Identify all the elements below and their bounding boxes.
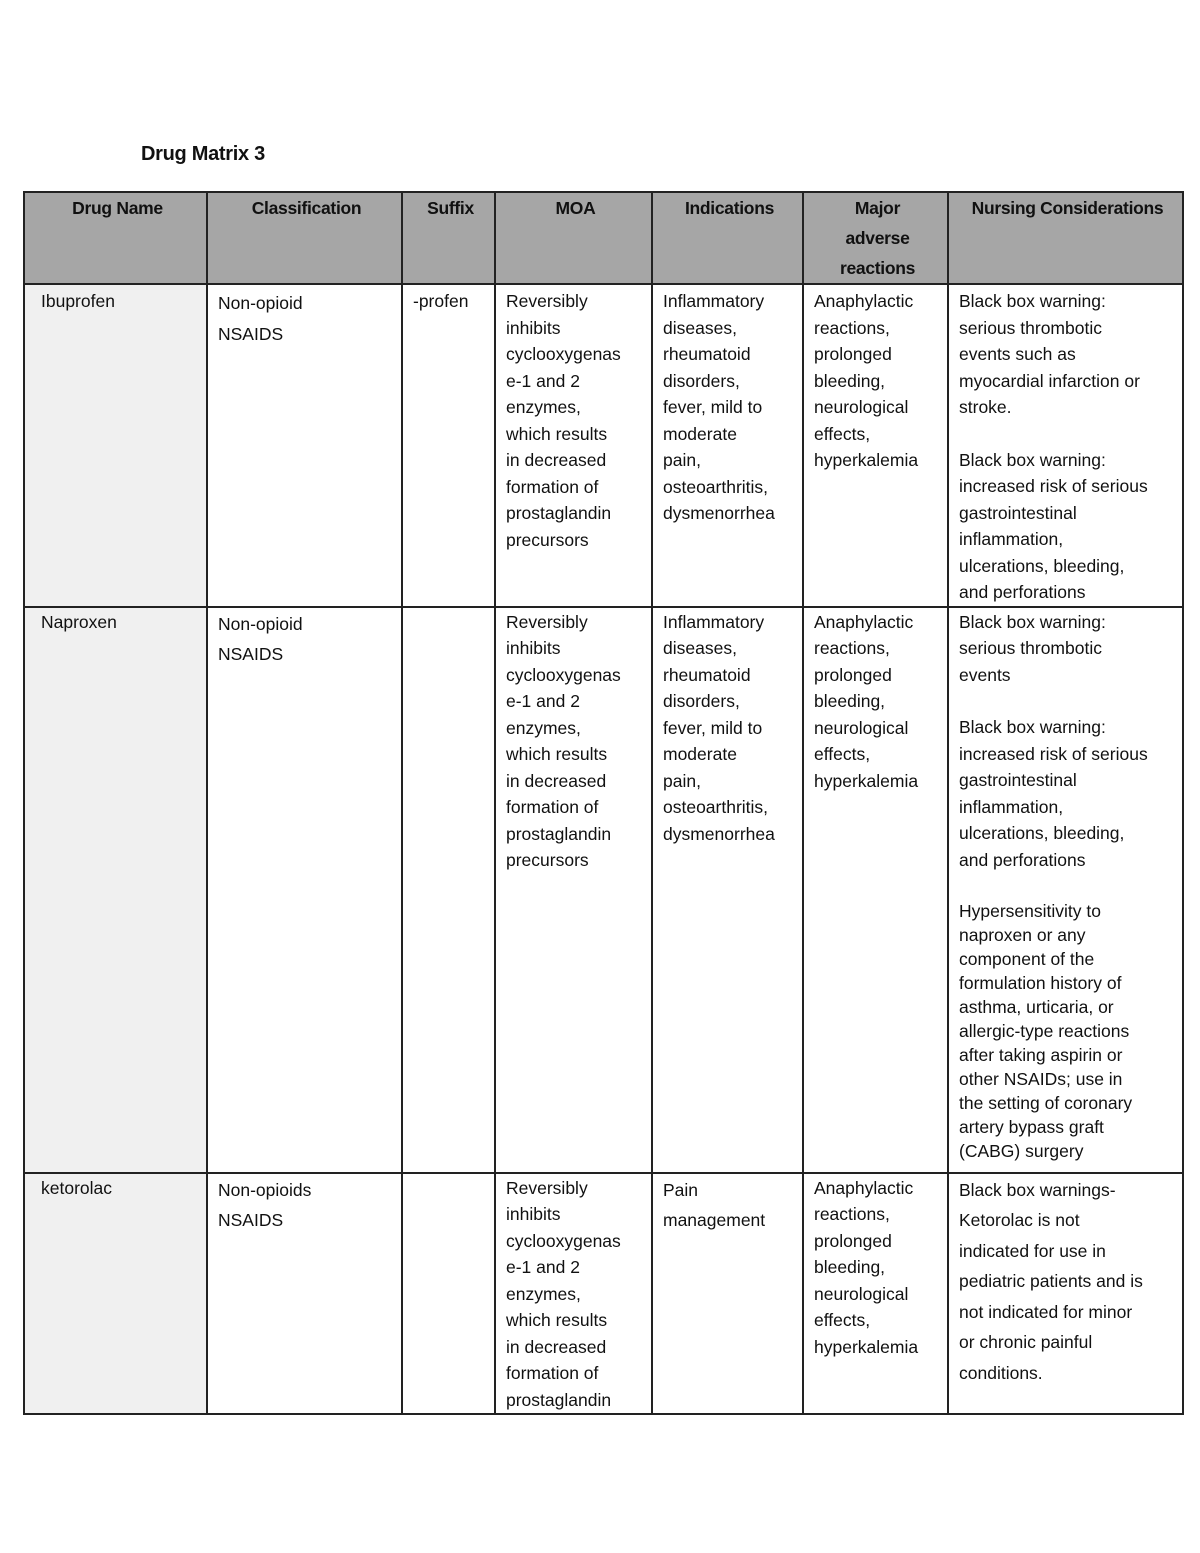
indications-cell: Inflammatory diseases, rheumatoid disorders, fever, mild to moderate pain, osteoarthritis, dysmenorrhea (652, 607, 803, 1173)
nursing-paragraph: Black box warning: increased risk of serious gastrointestinal inflammation, ulcerations, bleeding, and perforations (959, 449, 1148, 602)
nursing-considerations-cell (948, 1173, 1183, 1415)
classification-cell: Non-opioid NSAIDS (207, 607, 402, 1173)
nursing-considerations-cell (948, 284, 1183, 607)
nursing-paragraph: Black box warning: increased risk of serious gastrointestinal inflammation, ulcerations, bleeding, and perforations (959, 717, 1148, 870)
col-header-classification: Classification (207, 192, 402, 284)
table-row (24, 284, 1183, 607)
moa-cell: Reversibly inhibits cyclooxygenas e-1 and 2 enzymes, which results in decreased formation of prostaglandin precursors (495, 607, 652, 1173)
drug-name-cell: Ibuprofen (24, 284, 207, 607)
col-header-moa: MOA (495, 192, 652, 284)
drug-matrix-table (23, 191, 1184, 1415)
nursing-paragraph: Black box warning: serious thrombotic events (959, 611, 1106, 685)
table-row (24, 607, 1183, 1173)
document-title: Drug Matrix 3 (141, 143, 265, 165)
moa-cell: Reversibly inhibits cyclooxygenas e-1 and 2 enzymes, which results in decreased formation of prostaglandin precursors (495, 284, 652, 607)
indications-cell: Pain management (652, 1173, 803, 1415)
col-header-suffix: Suffix (402, 192, 495, 284)
table-row (24, 1173, 1183, 1415)
nursing-paragraph: Black box warnings- Ketorolac is not indicated for use in pediatric patients and is not indicated for minor or chronic painful conditions. (959, 1179, 1143, 1383)
nursing-paragraph: Hypersensitivity to naproxen or any component of the formulation history of asthma, urticaria, or allergic-type reactions after taking aspirin or other NSAIDs; use in the setting of coronary artery bypass graft (CABG) surgery (959, 901, 1133, 1161)
col-header-drug-name: Drug Name (24, 192, 207, 284)
header-row (24, 192, 1183, 284)
classification-cell: Non-opioid NSAIDS (207, 284, 402, 607)
adverse-reactions-cell: Anaphylactic reactions, prolonged bleeding, neurological effects, hyperkalemia (803, 284, 948, 607)
suffix-cell (402, 607, 495, 1173)
nursing-considerations-cell (948, 607, 1183, 1173)
suffix-cell (402, 1173, 495, 1415)
suffix-cell: -profen (402, 284, 495, 607)
indications-cell: Inflammatory diseases, rheumatoid disorders, fever, mild to moderate pain, osteoarthritis, dysmenorrhea (652, 284, 803, 607)
col-header-indications: Indications (652, 192, 803, 284)
col-header-major-adverse-reactions: Major adverse reactions (803, 192, 948, 284)
drug-name-cell: ketorolac (24, 1173, 207, 1415)
col-header-nursing-considerations: Nursing Considerations (948, 192, 1183, 284)
nursing-paragraph: Black box warning: serious thrombotic events such as myocardial infarction or stroke. (959, 291, 1140, 417)
adverse-reactions-cell: Anaphylactic reactions, prolonged bleeding, neurological effects, hyperkalemia (803, 607, 948, 1173)
classification-cell: Non-opioids NSAIDS (207, 1173, 402, 1415)
moa-cell: Reversibly inhibits cyclooxygenas e-1 and 2 enzymes, which results in decreased formation of prostaglandin (495, 1173, 652, 1415)
adverse-reactions-cell: Anaphylactic reactions, prolonged bleeding, neurological effects, hyperkalemia (803, 1173, 948, 1415)
drug-name-cell: Naproxen (24, 607, 207, 1173)
